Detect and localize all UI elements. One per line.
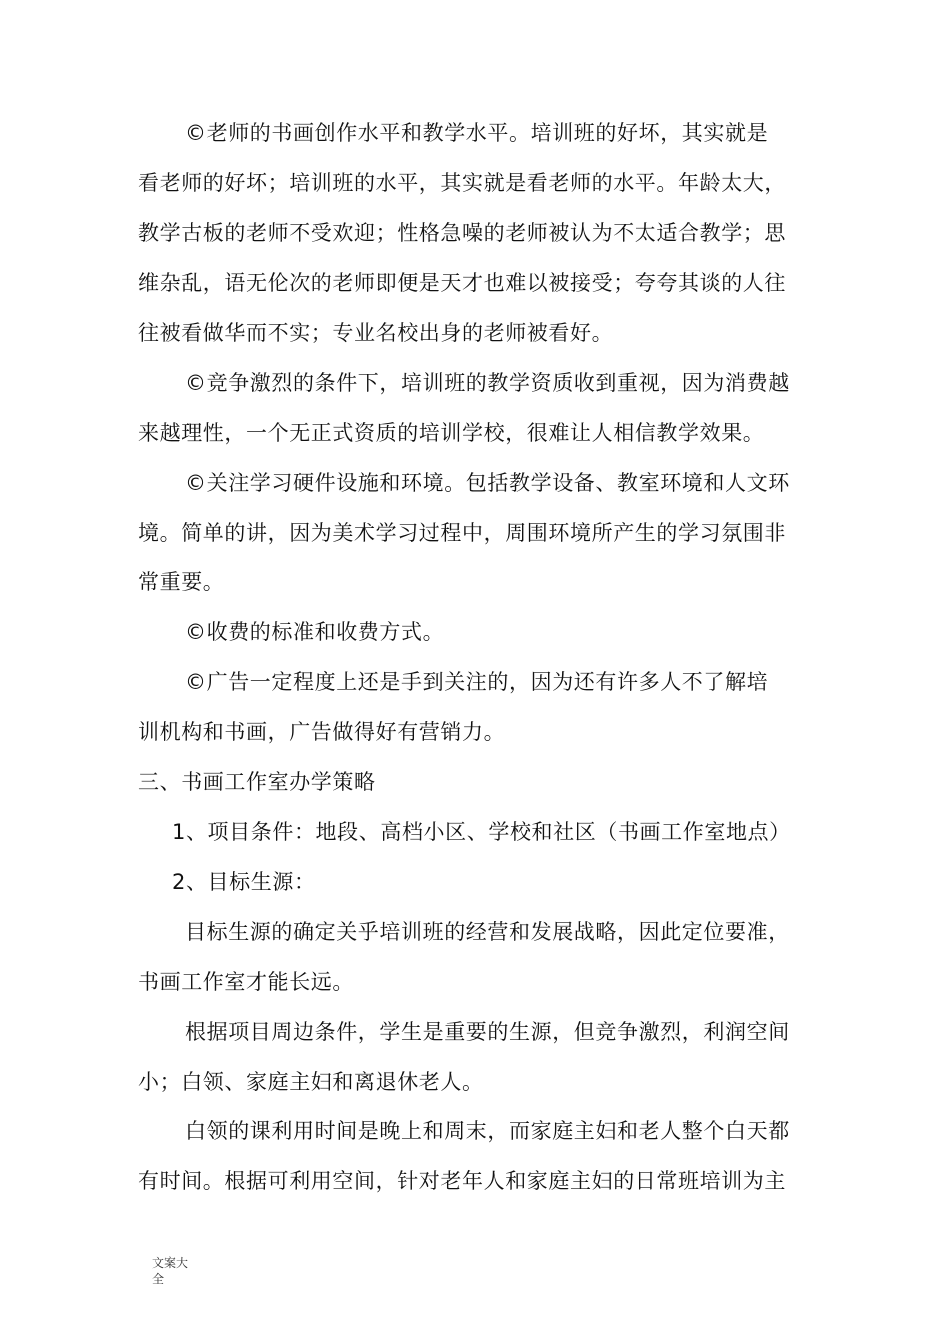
text-line-4: 维杂乱，语无伦次的老师即便是天才也难以被接受；夸夸其谈的人往 (138, 271, 786, 295)
text-line-11: ©收费的标准和收费方式。 (185, 620, 445, 644)
text-line-17: 目标生源的确定关乎培训班的经营和发展战略，因此定位要准， (185, 920, 790, 944)
text-line-20: 小；白领、家庭主妇和离退休老人。 (138, 1070, 484, 1094)
text-line-12: ©广告一定程度上还是手到关注的，因为还有许多人不了解培 (185, 670, 769, 694)
text-line-1: ©老师的书画创作水平和教学水平。培训班的好坏，其实就是 (185, 121, 769, 145)
text-line-22: 有时间。根据可利用空间，针对老年人和家庭主妇的日常班培训为主 (138, 1169, 786, 1193)
text-line-6: ©竞争激烈的条件下，培训班的教学资质收到重视，因为消费越 (185, 371, 790, 395)
text-line-8: ©关注学习硬件设施和环境。包括教学设备、教室环境和人文环 (185, 471, 790, 495)
text-line-3: 教学古板的老师不受欢迎；性格急噪的老师被认为不太适合教学；思 (138, 221, 786, 245)
section-heading: 三、书画工作室办学策略 (138, 770, 376, 794)
text-line-18: 书画工作室才能长远。 (138, 970, 354, 994)
text-line-16: 2、目标生源： (172, 870, 316, 894)
text-line-13: 训机构和书画，广告做得好有营销力。 (138, 720, 506, 744)
text-line-9: 境。简单的讲，因为美术学习过程中，周围环境所产生的学习氛围非 (138, 521, 786, 545)
text-line-21: 白领的课利用时间是晚上和周末，而家庭主妇和老人整个白天都 (185, 1119, 790, 1143)
text-line-15: 1、项目条件：地段、高档小区、学校和社区（书画工作室地点） (172, 820, 791, 844)
text-line-10: 常重要。 (138, 570, 225, 594)
text-line-5: 往被看做华而不实；专业名校出身的老师被看好。 (138, 321, 614, 345)
text-line-2: 看老师的好坏；培训班的水平，其实就是看老师的水平。年龄太大， (138, 171, 786, 195)
text-line-19: 根据项目周边条件，学生是重要的生源，但竞争激烈，利润空间 (185, 1020, 790, 1044)
text-line-7: 来越理性，一个无正式资质的培训学校，很难让人相信教学效果。 (138, 421, 765, 445)
page-footer: 文案大全 (152, 1256, 189, 1286)
